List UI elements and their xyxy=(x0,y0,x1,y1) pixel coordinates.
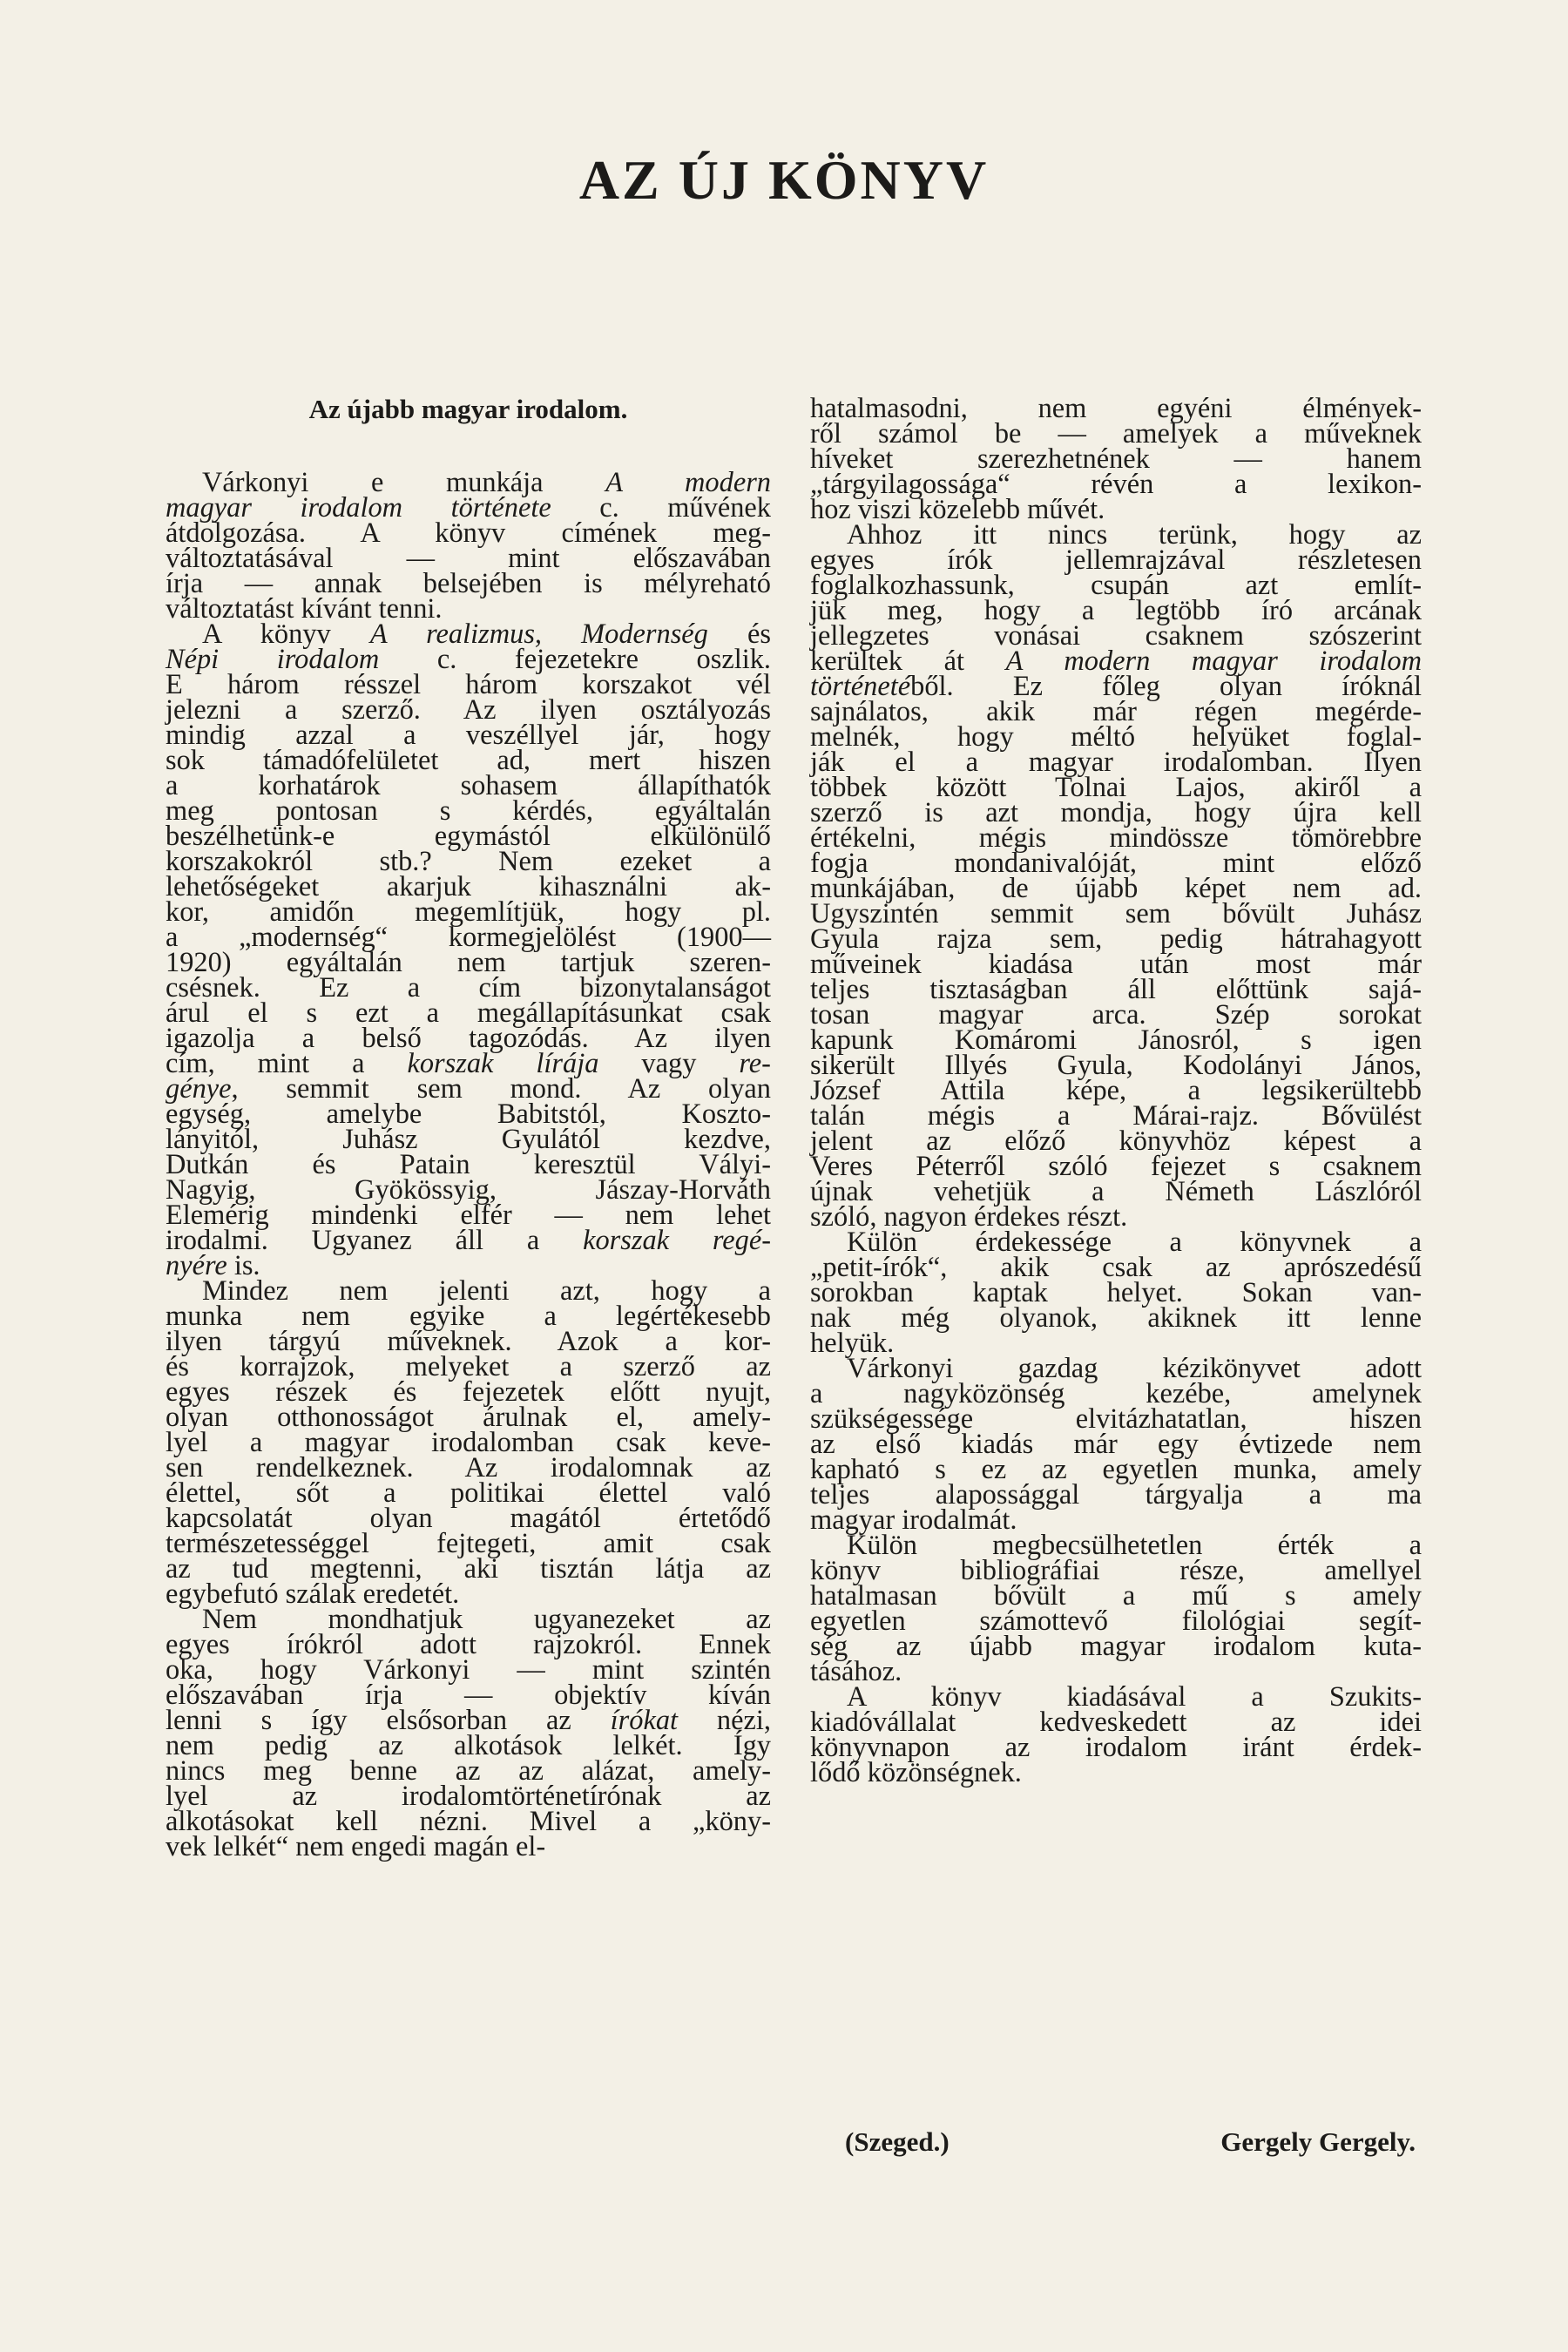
text-line: Várkonyi e munkája A modern xyxy=(202,467,771,498)
text-line: a nagyközönség kezébe, amelynek xyxy=(810,1378,1422,1409)
text-line: lődő közönségnek. xyxy=(810,1757,1022,1788)
text-line: az első kiadás már egy évtizede nem xyxy=(810,1429,1422,1460)
text-line: sorokban kaptak helyet. Sokan van- xyxy=(810,1277,1422,1308)
text-line: értékelni, mégis mindössze tömörebbre xyxy=(810,822,1422,854)
text-line: Ugyszintén semmit sem bővült Juhász xyxy=(810,898,1422,929)
text-line: melnék, hogy méltó helyüket foglal- xyxy=(810,721,1422,753)
text-line: Várkonyi gazdag kézikönyvet adott xyxy=(847,1353,1422,1384)
text-line: kiadóvállalat kedveskedett az idei xyxy=(810,1707,1422,1738)
text-line: fogja mondanivalóját, mint előző xyxy=(810,848,1422,879)
text-line: hoz viszi közelebb művét. xyxy=(810,494,1105,525)
text-line: átdolgozása. A könyv címének meg- xyxy=(166,517,771,549)
signature-author: Gergely Gergely. xyxy=(1220,2126,1416,2157)
text-line: lenni s így elsősorban az írókat nézi, xyxy=(166,1705,771,1736)
text-line: nyére is. xyxy=(166,1250,260,1281)
text-line: kor, amidőn megemlítjük, hogy pl. xyxy=(166,896,771,928)
text-line: sikerült Illyés Gyula, Kodolányi János, xyxy=(810,1050,1422,1081)
text-line: szükségessége elvitázhatatlan, hiszen xyxy=(810,1403,1422,1435)
text-line: oka, hogy Várkonyi — mint szintén xyxy=(166,1654,771,1686)
text-line: jelezni a szerző. Az ilyen osztályozás xyxy=(166,694,771,726)
text-line: meg pontosan s kérdés, egyáltalán xyxy=(166,795,771,827)
text-line: egység, amelybe Babitstól, Koszto- xyxy=(166,1098,771,1130)
text-line: ség az újabb magyar irodalom kuta- xyxy=(810,1631,1422,1662)
text-line: könyvnapon az irodalom iránt érdek- xyxy=(810,1732,1422,1763)
text-line: igazolja a belső tagozódás. Az ilyen xyxy=(166,1023,771,1054)
text-line: talán mégis a Márai-rajz. Bővülést xyxy=(810,1100,1422,1132)
text-line: változtatásával — mint előszavában xyxy=(166,543,771,574)
text-line: cím, mint a korszak lírája vagy re- xyxy=(166,1048,771,1079)
text-line: magyar irodalom története c. művének xyxy=(166,492,771,524)
text-line: nincs meg benne az az alázat, amely- xyxy=(166,1755,771,1787)
text-line: alkotásokat kell nézni. Mivel a „köny- xyxy=(166,1806,771,1837)
page-title: AZ ÚJ KÖNYV xyxy=(578,149,990,211)
text-line: vek lelkét“ nem engedi magán el- xyxy=(166,1831,546,1862)
text-line: könyv bibliográfiai része, amellyel xyxy=(810,1555,1422,1586)
text-line: foglalkozhassunk, csupán azt említ- xyxy=(810,570,1422,601)
text-line: József Attila képe, a legsikerültebb xyxy=(810,1075,1422,1106)
text-line: egyes írókról adott rajzokról. Ennek xyxy=(166,1629,771,1660)
text-line: sajnálatos, akik már régen megérde- xyxy=(810,696,1422,727)
text-line: A könyv A realizmus, Modernség és xyxy=(202,618,771,650)
text-line: az tud megtenni, aki tisztán látja az xyxy=(166,1553,771,1585)
text-line: újnak vehetjük a Németh Lászlóról xyxy=(810,1176,1422,1207)
text-line: történetéből. Ez főleg olyan íróknál xyxy=(810,671,1422,702)
text-line: Nagyig, Gyökössyig, Jászay-Horváth xyxy=(166,1174,771,1206)
text-line: ilyen tárgyú műveknek. Azok a kor- xyxy=(166,1326,771,1357)
text-line: csésnek. Ez a cím bizonytalanságot xyxy=(166,972,771,1004)
text-line: a „modernség“ kormegjelölést (1900— xyxy=(166,922,771,953)
text-line: jelent az előző könyvhöz képest a xyxy=(810,1125,1422,1157)
text-line: Külön érdekessége a könyvnek a xyxy=(847,1227,1422,1258)
text-line: a korhatárok sohasem állapíthatók xyxy=(166,770,771,801)
text-line: Mindez nem jelenti azt, hogy a xyxy=(202,1275,771,1307)
text-line: helyük. xyxy=(810,1328,895,1359)
text-line: „tárgyilagossága“ révén a lexikon- xyxy=(810,469,1422,500)
text-line: magyar irodalmát. xyxy=(810,1504,1017,1536)
text-line: árul el s ezt a megállapításunkat csak xyxy=(166,997,771,1029)
text-line: híveket szerezhetnének — hanem xyxy=(810,443,1422,475)
text-line: Elemérig mindenki elfér — nem lehet xyxy=(166,1200,771,1231)
text-line: teljes tisztaságban áll előttünk sajá- xyxy=(810,974,1422,1005)
right-column-text xyxy=(810,393,1422,1788)
text-line: génye, semmit sem mond. Az olyan xyxy=(166,1073,771,1105)
text-line: A könyv kiadásával a Szukits- xyxy=(847,1681,1422,1713)
text-line: egyes írók jellemrajzával részletesen xyxy=(810,544,1422,576)
left-column-text xyxy=(166,467,771,1862)
text-line: Nem mondhatjuk ugyanezeket az xyxy=(202,1604,771,1635)
text-line: ről számol be — amelyek a műveknek xyxy=(810,418,1422,449)
text-line: hatalmasodni, nem egyéni élmények- xyxy=(810,393,1422,424)
text-line: természetességgel fejtegeti, amit csak xyxy=(166,1528,771,1559)
text-line: változtatást kívánt tenni. xyxy=(166,593,443,625)
text-line: Népi irodalom c. fejezetekre oszlik. xyxy=(166,644,771,675)
text-line: műveinek kiadása után most már xyxy=(810,949,1422,980)
text-line: munka nem egyike a legértékesebb xyxy=(166,1301,771,1332)
text-line: jellegzetes vonásai csaknem szószerint xyxy=(810,620,1422,652)
text-line: írja — annak belsejében is mélyreható xyxy=(166,568,771,599)
right-column xyxy=(810,393,1422,1788)
text-line: Veres Péterről szóló fejezet s csaknem xyxy=(810,1151,1422,1182)
left-column xyxy=(166,396,771,1860)
article-title: Az újabb magyar irodalom. xyxy=(308,394,628,424)
text-line: E három résszel három korszakot vél xyxy=(166,669,771,700)
text-line: lehetőségeket akarjuk kihasználni ak- xyxy=(166,871,771,902)
text-line: nak még olyanok, akiknek itt lenne xyxy=(810,1302,1422,1334)
text-line: és korrajzok, melyeket a szerző az xyxy=(166,1351,771,1382)
text-line: lányitól, Juhász Gyulától kezdve, xyxy=(166,1124,771,1155)
text-line: hatalmasan bővült a mű s amely xyxy=(810,1580,1422,1612)
text-line: kerültek át A modern magyar irodalom xyxy=(810,645,1422,677)
text-line: tosan magyar arca. Szép sorokat xyxy=(810,999,1422,1031)
text-line: sen rendelkeznek. Az irodalomnak az xyxy=(166,1452,771,1484)
text-line: egyetlen számottevő filológiai segít- xyxy=(810,1605,1422,1637)
text-line: kapcsolatát olyan magától értetődő xyxy=(166,1503,771,1534)
text-line: korszakokról stb.? Nem ezeket a xyxy=(166,846,771,877)
text-line: jük meg, hogy a legtöbb író arcának xyxy=(810,595,1422,626)
text-line: Ahhoz itt nincs terünk, hogy az xyxy=(847,519,1422,551)
text-line: teljes alapossággal tárgyalja a ma xyxy=(810,1479,1422,1511)
text-line: Dutkán és Patain keresztül Vályi- xyxy=(166,1149,771,1180)
text-line: egyes részek és fejezetek előtt nyujt, xyxy=(166,1376,771,1408)
text-line: irodalmi. Ugyanez áll a korszak regé- xyxy=(166,1225,771,1256)
text-line: olyan otthonosságot árulnak el, amely- xyxy=(166,1402,771,1433)
text-line: munkájában, de újabb képet nem ad. xyxy=(810,873,1422,904)
text-line: előszavában írja — objektív kíván xyxy=(166,1680,771,1711)
text-line: szóló, nagyon érdekes részt. xyxy=(810,1201,1128,1233)
text-line: „petit-írók“, akik csak az aprószedésű xyxy=(810,1252,1422,1283)
signature-place: (Szeged.) xyxy=(845,2126,950,2157)
text-line: nem pedig az alkotások lelkét. Így xyxy=(166,1730,771,1761)
text-line: szerző is azt mondja, hogy újra kell xyxy=(810,797,1422,828)
text-line: beszélhetünk-e egymástól elkülönülő xyxy=(166,821,771,852)
text-line: többek között Tolnai Lajos, akiről a xyxy=(810,772,1422,803)
text-line: élettel, sőt a politikai élettel való xyxy=(166,1477,771,1509)
text-line: sok támadófelületet ad, mert hiszen xyxy=(166,745,771,776)
text-line: egybefutó szálak eredetét. xyxy=(166,1578,460,1610)
text-line: lyel az irodalomtörténetírónak az xyxy=(166,1781,771,1812)
text-line: 1920) egyáltalán nem tartjuk szeren- xyxy=(166,947,771,978)
text-line: kapunk Komáromi Jánosról, s igen xyxy=(810,1024,1422,1056)
text-line: Külön megbecsülhetetlen érték a xyxy=(847,1530,1422,1561)
text-line: mindig azzal a veszéllyel jár, hogy xyxy=(166,720,771,751)
text-line: Gyula rajza sem, pedig hátrahagyott xyxy=(810,923,1422,955)
text-line: tásához. xyxy=(810,1656,902,1687)
text-line: kapható s ez az egyetlen munka, amely xyxy=(810,1454,1422,1485)
text-line: ják el a magyar irodalomban. Ilyen xyxy=(810,747,1422,778)
text-line: lyel a magyar irodalomban csak keve- xyxy=(166,1427,771,1458)
